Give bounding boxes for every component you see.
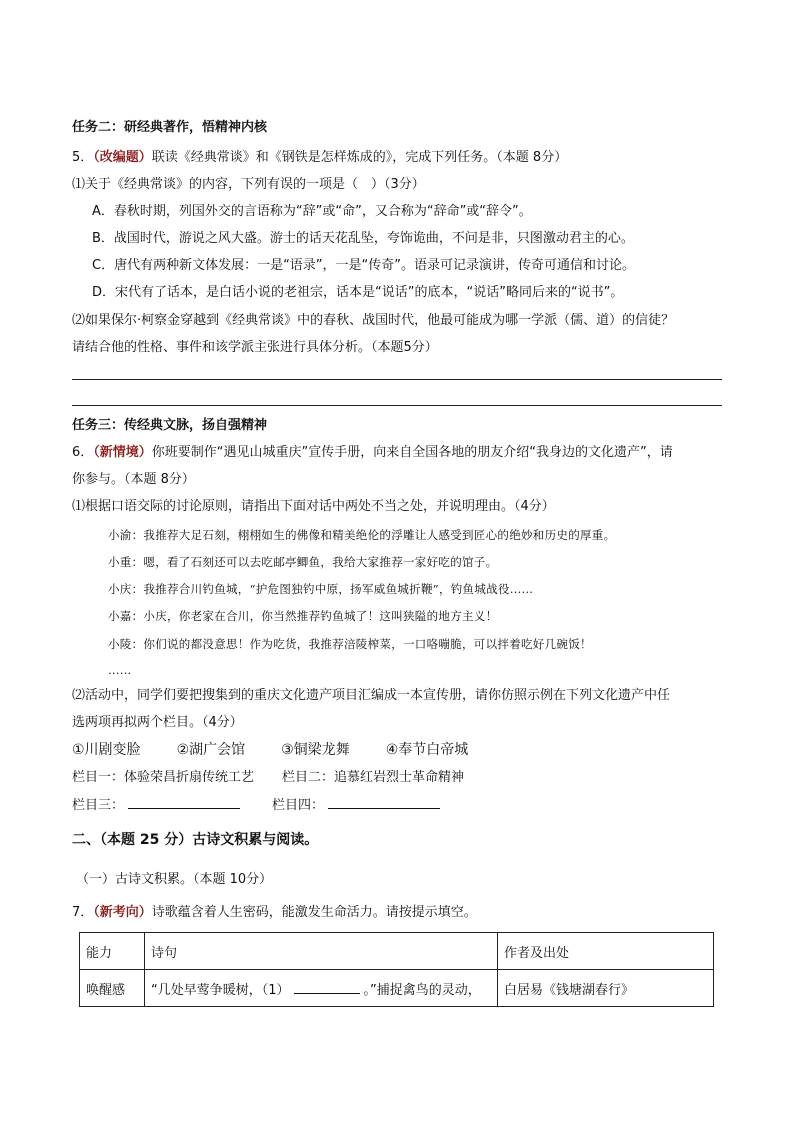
column-one: 栏目一：体验荣昌折扇传统工艺 — [72, 770, 255, 785]
question-tag: （改编题） — [93, 150, 152, 165]
question-6-sub1: ⑴根据口语交际的讨论原则，请指出下面对话中两处不当之处，并说明理由。（4分） — [72, 499, 555, 514]
question-5-sub2-line2: 请结合他的性格、事件和该学派主张进行具体分析。（本题5分） — [72, 340, 438, 355]
dialogue-line: 小重：嗯，看了石刻还可以去吃邮亭鲫鱼，我给大家推荐一家好吃的馆子。 — [108, 555, 498, 569]
section-2-subheading: （一）古诗文积累。（本题 10分） — [76, 872, 273, 887]
header-cell: 诗句 — [145, 933, 498, 970]
question-tag: （新情境） — [93, 445, 152, 460]
task3-heading: 任务三：传经典文脉，扬自强精神 — [72, 418, 268, 433]
dialogue-line: 小嘉：小庆，你老家在合川，你当然推荐钓鱼城了！这叫狭隘的地方主义！ — [108, 609, 498, 623]
question-5-sub1: ⑴关于《经典常谈》的内容，下列有误的一项是（ ）（3分） — [72, 177, 425, 192]
poem-text-start: “几处早莺争暖树，（1） — [151, 982, 290, 998]
column-three-label: 栏目三： — [72, 798, 125, 813]
dialogue-ellipsis: …… — [108, 663, 132, 677]
header-cell: 作者及出处 — [498, 933, 714, 970]
option-b: B．战国时代，游说之风大盛。游士的话天花乱坠，夸饰诡曲，不问是非，只图激动君主的心。 — [92, 231, 634, 246]
answer-line[interactable] — [72, 405, 722, 406]
heritage-list — [72, 740, 504, 761]
option-c: C．唐代有两种新文体发展：一是“语录”，一是“传奇”。语录可记录演讲，传奇可通信和讨论。 — [92, 258, 636, 273]
question-6-sub2-line1: ⑵活动中，同学们要把搜集到的重庆文化遗产项目汇编成一本宣传册，请你仿照示例在下列文化遗产中任 — [72, 688, 671, 703]
question-number: 6． — [72, 445, 94, 460]
question-7-stem — [72, 903, 477, 923]
table-row — [80, 970, 714, 1007]
question-6-stem-line2: 你参与。（本题 8分） — [72, 472, 195, 487]
question-5-sub2-line1: ⑵如果保尔·柯察金穿越到《经典常谈》中的春秋、战国时代，他最可能成为哪一学派（儒、道）的信徒？ — [72, 313, 675, 328]
column-blanks — [72, 796, 440, 816]
option-d: D．宋代有了话本，是白话小说的老祖宗，话本是“说话”的底本，“说话”略同后来的“说书”。 — [92, 285, 624, 300]
table-cell: 白居易《钱塘湖春行》 — [498, 970, 714, 1007]
poem-text-end: 。”捕捉禽鸟的灵动， — [363, 982, 481, 998]
header-cell: 能力 — [80, 933, 145, 970]
question-6-sub2-line2: 选两项再拟两个栏目。（4分） — [72, 715, 243, 730]
question-number: 7． — [72, 905, 94, 920]
column-examples — [72, 768, 464, 788]
heritage-item: ④奉节白帝城 — [385, 742, 469, 758]
question-text: 诗歌蕴含着人生密码，能激发生命活力。请按提示填空。 — [151, 905, 477, 920]
question-number: 5． — [72, 150, 94, 165]
question-text: 联读《经典常谈》和《钢铁是怎样炼成的》，完成下列任务。（本题 8分） — [151, 150, 568, 165]
question-6-stem-line1 — [72, 443, 673, 463]
column-two: 栏目二：追慕红岩烈士革命精神 — [282, 770, 465, 785]
question-tag: （新考向） — [93, 905, 152, 920]
option-a: A．春秋时期，列国外交的言语称为“辞”或“命”，又合称为“辞命”或“辞令”。 — [92, 204, 532, 219]
dialogue-line: 小庆：我推荐合川钓鱼城，“护危图独钓中原，扬军威鱼城折鞭”，钓鱼城战役…… — [108, 582, 534, 596]
answer-line[interactable] — [72, 379, 722, 380]
dialogue-line: 小陵：你们说的都没意思！作为吃货，我推荐涪陵榨菜，一口咯嘣脆，可以拌着吃好几碗饭！ — [108, 637, 592, 651]
column-three-blank[interactable] — [128, 796, 240, 809]
column-four-label: 栏目四： — [272, 798, 325, 813]
table-cell — [145, 970, 498, 1007]
heritage-item: ②湖广会馆 — [176, 742, 246, 758]
column-four-blank[interactable] — [328, 796, 440, 809]
heritage-item: ①川剧变脸 — [72, 742, 141, 758]
section-2-heading: 二、（本题 25 分）古诗文积累与阅读。 — [72, 832, 319, 848]
table-header-row — [80, 933, 714, 970]
question-text: 你班要制作“遇见山城重庆”宣传手册，向来自全国各地的朋友介绍“我身边的文化遗产”，请 — [151, 445, 673, 460]
poem-blank[interactable] — [294, 981, 360, 994]
table-cell: 唤醒感 — [80, 970, 145, 1007]
question-5-stem — [72, 148, 567, 168]
question-7-table — [79, 932, 714, 1007]
task2-heading: 任务二：研经典著作，悟精神内核 — [72, 120, 268, 135]
heritage-item: ③铜梁龙舞 — [281, 742, 350, 758]
dialogue-line: 小渝：我推荐大足石刻，栩栩如生的佛像和精美绝伦的浮雕让人感受到匠心的绝妙和历史的厚重。 — [108, 528, 616, 542]
